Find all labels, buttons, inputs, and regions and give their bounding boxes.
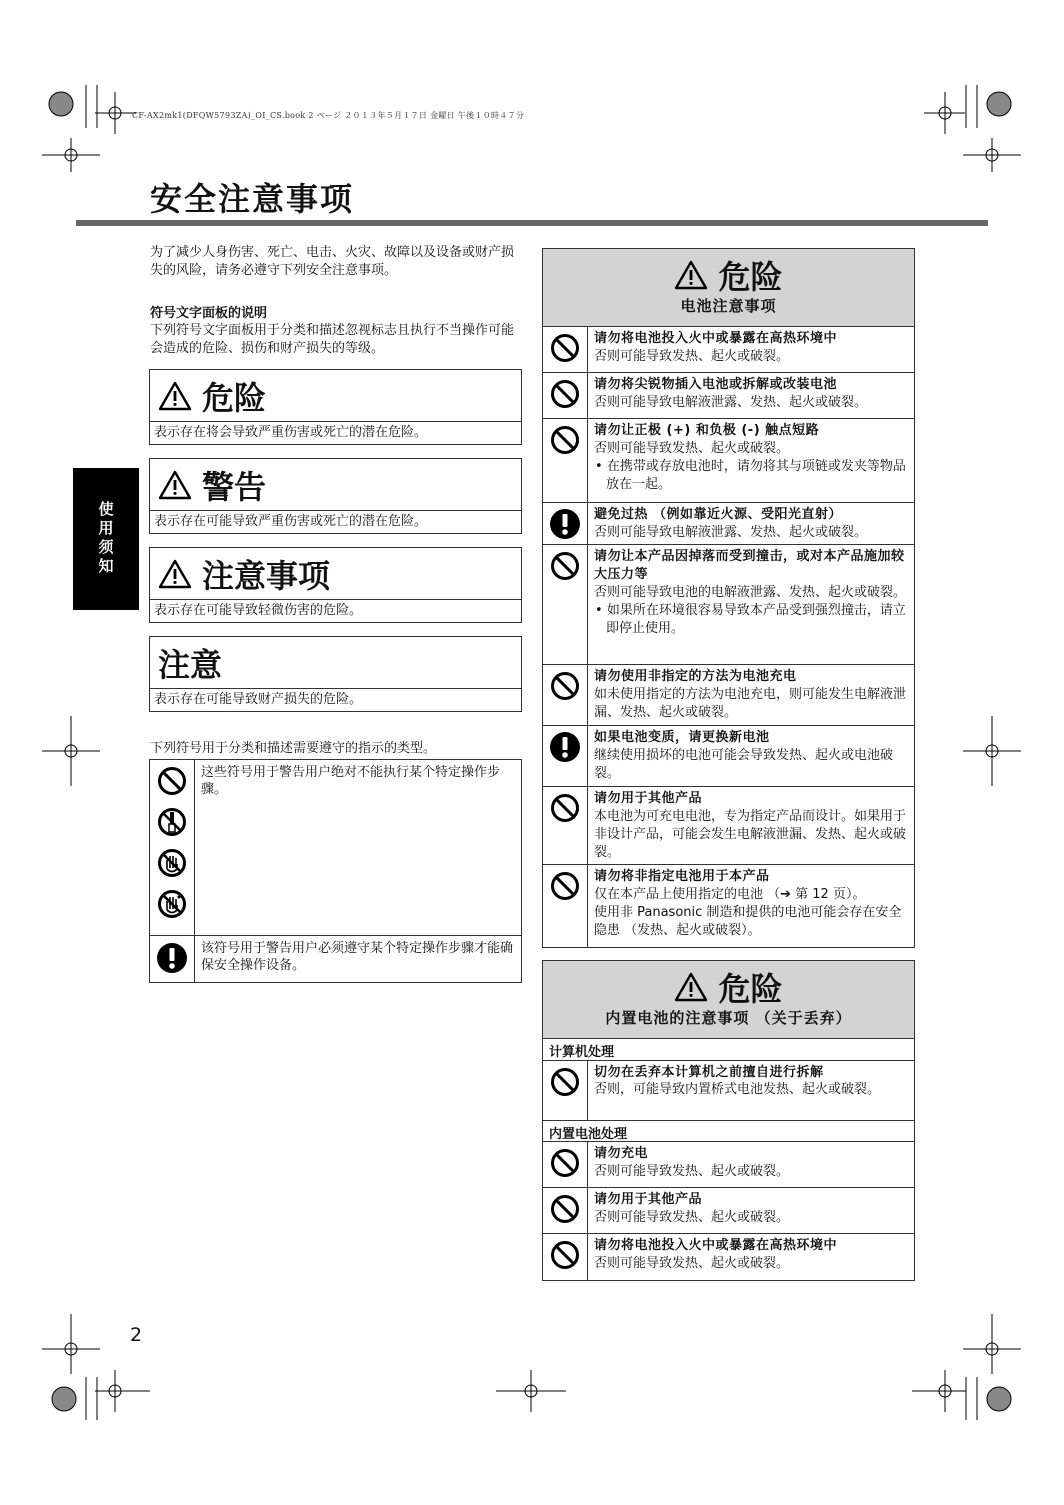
prohibit-icon bbox=[550, 1148, 580, 1178]
battery-danger-panel bbox=[542, 248, 915, 948]
row-body: 继续使用损坏的电池可能会导致发热、起火或电池破裂。 bbox=[594, 748, 894, 781]
level-desc: 表示存在可能导致轻微伤害的危险。 bbox=[154, 603, 363, 618]
mandatory-icon bbox=[156, 942, 188, 974]
table-row bbox=[543, 419, 914, 503]
prohibit-icon bbox=[550, 1194, 580, 1224]
row-title: 请勿用于其他产品 bbox=[594, 791, 703, 806]
page-number: 2 bbox=[130, 1324, 143, 1346]
row-bullet-text: 在携带或存放电池时，请勿将其与项链或发夹等物品放在一起。 bbox=[606, 459, 906, 492]
row-title: 切勿在丢弃本计算机之前擅自进行拆解 bbox=[594, 1065, 824, 1080]
prohibit-icon bbox=[550, 793, 580, 823]
level-caution bbox=[149, 547, 522, 623]
table-row bbox=[543, 1188, 914, 1234]
panel-title: 危险 bbox=[718, 970, 783, 1008]
page-title: 安全注意事项 bbox=[150, 180, 355, 218]
side-tab bbox=[73, 468, 139, 610]
panel-subtitle: 电池注意事项 bbox=[680, 297, 777, 315]
prohibit-icon bbox=[550, 1067, 580, 1097]
row-title: 请勿充电 bbox=[594, 1146, 649, 1161]
symbol-row-text: 该符号用于警告用户必须遵守某个特定操作步骤才能确保安全操作设备。 bbox=[201, 941, 514, 973]
warning-triangle-icon bbox=[158, 381, 192, 411]
no-disassembly-icon bbox=[157, 807, 187, 837]
prohibit-icon bbox=[550, 1240, 580, 1270]
table-row bbox=[543, 545, 914, 665]
prohibit-icon bbox=[550, 671, 580, 701]
row-body-2: 使用非 Panasonic 制造和提供的电池可能会存在安全隐患 （发热、起火或破裂）。 bbox=[594, 905, 902, 938]
table-row bbox=[543, 1142, 914, 1188]
row-title: 请勿让本产品因掉落而受到撞击，或对本产品施加较大压力等 bbox=[594, 549, 905, 582]
no-touch-icon bbox=[157, 848, 187, 878]
table-row bbox=[543, 1061, 914, 1121]
row-body: 仅在本产品上使用指定的电池 （➔ 第 12 页）。 bbox=[594, 887, 866, 902]
table-row bbox=[543, 726, 914, 787]
instruction-intro: 下列符号用于分类和描述需要遵守的指示的类型。 bbox=[150, 741, 437, 756]
side-tab-label: 使用须知 bbox=[96, 501, 115, 577]
table-row bbox=[543, 373, 914, 419]
row-bullet: • 如果所在环境很容易导致本产品受到强烈撞击，请立即停止使用。 bbox=[595, 603, 906, 636]
row-title: 请勿将非指定电池用于本产品 bbox=[594, 869, 770, 884]
symbol-panel-heading: 符号文字面板的说明 bbox=[150, 306, 268, 321]
title-rule bbox=[76, 220, 988, 226]
builtin-battery-panel bbox=[542, 960, 915, 1281]
level-danger bbox=[149, 369, 522, 445]
symbol-panel-text: 下列符号文字面板用于分类和描述忽视标志且执行不当操作可能会造成的危险、损伤和财产损失的等级。 bbox=[150, 323, 515, 356]
row-body: 否则可能导致发热、起火或破裂。 bbox=[594, 441, 790, 456]
row-bullet: • 在携带或存放电池时，请勿将其与项链或发夹等物品放在一起。 bbox=[595, 459, 906, 492]
row-body: 否则可能导致发热、起火或破裂。 bbox=[594, 349, 790, 364]
table-row bbox=[543, 327, 914, 373]
warning-triangle-icon bbox=[674, 972, 708, 1002]
row-title: 请勿使用非指定的方法为电池充电 bbox=[594, 669, 797, 684]
mandatory-icon bbox=[549, 508, 581, 540]
table-row bbox=[543, 1234, 914, 1280]
row-title: 请勿用于其他产品 bbox=[594, 1192, 703, 1207]
level-title: 危险 bbox=[202, 378, 267, 417]
category-label: 内置电池处理 bbox=[543, 1120, 914, 1142]
row-body: 本电池为可充电电池，专为指定产品而设计。如果用于非设计产品，可能会发生电解液泄漏、发热、起火或破裂。 bbox=[594, 809, 907, 860]
mandatory-icon bbox=[549, 731, 581, 763]
warning-triangle-icon bbox=[158, 470, 192, 500]
row-body: 否则可能导致电解液泄露、发热、起火或破裂。 bbox=[594, 395, 868, 410]
level-desc: 表示存在可能导致严重伤害或死亡的潜在危险。 bbox=[154, 514, 428, 529]
symbol-row-text: 这些符号用于警告用户绝对不能执行某个特定操作步骤。 bbox=[201, 765, 501, 797]
row-title: 请勿将电池投入火中或暴露在高热环境中 bbox=[594, 331, 838, 346]
level-desc: 表示存在可能导致财产损失的危险。 bbox=[154, 692, 363, 707]
symbol-table bbox=[149, 759, 522, 983]
print-header-meta: CF-AX2mk1(DFQW5793ZA)_OI_CS.book 2 ページ ２０１３年５月１７日 金曜日 午後１０時４７分 bbox=[132, 111, 525, 120]
table-row bbox=[543, 665, 914, 726]
table-row bbox=[543, 787, 914, 865]
prohibit-icon bbox=[550, 425, 580, 455]
row-title: 请勿将尖锐物插入电池或拆解或改装电池 bbox=[594, 377, 838, 392]
prohibit-icon bbox=[550, 871, 580, 901]
row-body: 否则可能导致发热、起火或破裂。 bbox=[594, 1164, 790, 1179]
prohibit-icon bbox=[550, 379, 580, 409]
row-body: 否则可能导致发热、起火或破裂。 bbox=[594, 1256, 790, 1271]
table-row bbox=[150, 760, 521, 936]
level-title: 注意 bbox=[158, 645, 223, 684]
row-body: 否则可能导致电池的电解液泄露、发热、起火或破裂。 bbox=[594, 585, 907, 600]
intro-text: 为了减少人身伤害、死亡、电击、火灾、故障以及设备或财产损失的风险，请务必遵守下列安全注意事项。 bbox=[150, 245, 515, 278]
table-row bbox=[543, 865, 914, 947]
row-title: 请勿将电池投入火中或暴露在高热环境中 bbox=[594, 1238, 838, 1253]
table-row bbox=[543, 503, 914, 545]
row-title: 避免过热 （例如靠近火源、受阳光直射） bbox=[594, 507, 843, 522]
table-row bbox=[150, 936, 521, 982]
prohibit-icon bbox=[550, 333, 580, 363]
row-body: 否则，可能导致内置桥式电池发热、起火或破裂。 bbox=[594, 1082, 881, 1097]
row-title: 请勿让正极 (+) 和负极 (-) 触点短路 bbox=[594, 423, 820, 438]
warning-triangle-icon bbox=[674, 260, 708, 290]
level-warning bbox=[149, 458, 522, 534]
level-title: 警告 bbox=[202, 467, 267, 506]
row-body: 否则可能导致电解液泄露、发热、起火或破裂。 bbox=[594, 525, 868, 540]
level-title: 注意事项 bbox=[202, 556, 331, 595]
row-title: 如果电池变质，请更换新电池 bbox=[594, 730, 770, 745]
prohibit-icon bbox=[157, 766, 187, 796]
warning-triangle-icon bbox=[158, 559, 192, 589]
category-label: 计算机处理 bbox=[543, 1039, 914, 1061]
panel-title: 危险 bbox=[718, 258, 783, 296]
prohibit-icon bbox=[550, 551, 580, 581]
panel-subtitle: 内置电池的注意事项 （关于丢弃） bbox=[605, 1009, 852, 1027]
row-body: 否则可能导致发热、起火或破裂。 bbox=[594, 1210, 790, 1225]
level-notice bbox=[149, 636, 522, 712]
no-wet-hands-icon bbox=[157, 889, 187, 919]
row-body: 如未使用指定的方法为电池充电，则可能发生电解液泄漏、发热、起火或破裂。 bbox=[594, 687, 907, 720]
level-desc: 表示存在将会导致严重伤害或死亡的潜在危险。 bbox=[154, 425, 428, 440]
row-bullet-text: 如果所在环境很容易导致本产品受到强烈撞击，请立即停止使用。 bbox=[606, 603, 906, 636]
